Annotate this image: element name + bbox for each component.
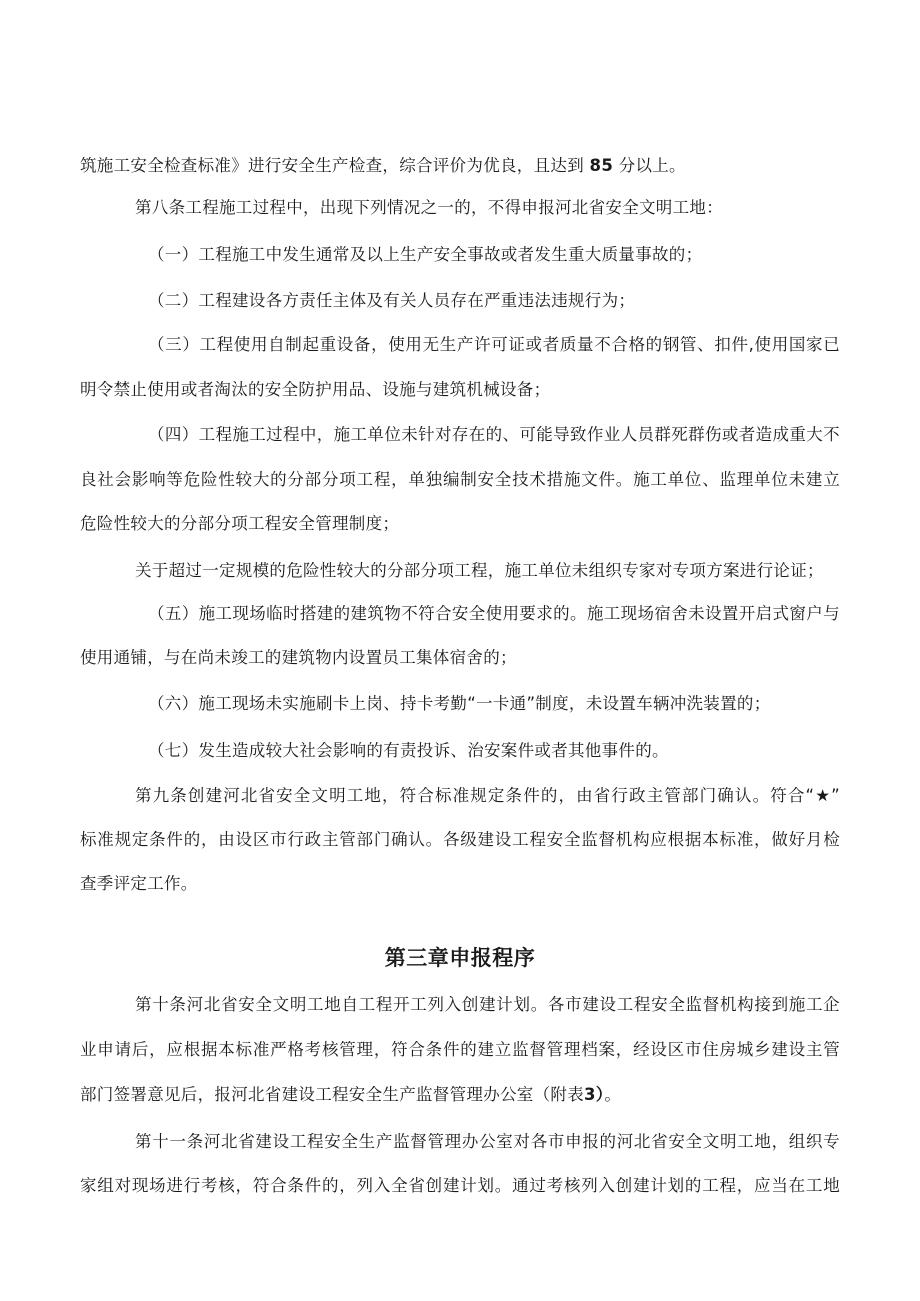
text-span: 分以上。 <box>618 156 686 175</box>
list-item-2: （二）工程建设各方责任主体及有关人员存在严重违法违规行为； <box>148 291 636 310</box>
list-item-7: （七）发生造成较大社会影响的有责投诉、治安案件或者其他事件的。 <box>148 741 669 760</box>
list-item-1: （一）工程施工中发生通常及以上生产安全事故或者发生重大质量事故的； <box>148 245 703 264</box>
article-11-line2: 家组对现场进行考核，符合条件的，列入全省创建计划。通过考核列入创建计划的工程，应当在工地 <box>80 1176 840 1195</box>
article-9-line1: 第九条创建河北省安全文明工地，符合标准规定条件的，由省行政主管部门确认。符合“★” <box>135 786 840 805</box>
list-item-4-line1: （四）工程施工过程中，施工单位未针对存在的、可能导致作业人员群死群伤或者造成重大不 <box>148 425 840 444</box>
paragraph-line: 关于超过一定规模的危险性较大的分部分项工程，施工单位未组织专家对专项方案进行论证； <box>135 561 824 580</box>
list-item-4-line3: 危险性较大的分部分项工程安全管理制度； <box>80 514 400 533</box>
article-11-line1: 第十一条河北省建设工程安全生产监督管理办公室对各市申报的河北省安全文明工地，组织专 <box>135 1132 840 1151</box>
text-span: 筑施工安全检查标准》进行安全生产检查，综合评价为优良，且达到 <box>80 156 584 175</box>
list-item-6: （六）施工现场未实施刷卡上岗、持卡考勤“一卡通”制度，未设置车辆冲洗装置的； <box>148 694 771 713</box>
article-8-heading: 第八条工程施工过程中，出现下列情况之一的，不得申报河北省安全文明工地： <box>135 198 723 217</box>
article-10-line3 <box>80 1085 621 1105</box>
list-item-3-line1: （三）工程使用自制起重设备，使用无生产许可证或者质量不合格的钢管、扣件,使用国家已 <box>148 335 840 354</box>
article-10-line1: 第十条河北省安全文明工地自工程开工列入创建计划。各市建设工程安全监督机构接到施工企 <box>135 995 840 1014</box>
list-item-4-line2: 良社会影响等危险性较大的分部分项工程，单独编制安全技术措施文件。施工单位、监理单位未建立 <box>80 470 840 489</box>
score-number: 85 <box>589 156 614 175</box>
text-span: 部门签署意见后，报河北省建设工程安全生产监督管理办公室（附表 <box>80 1085 584 1104</box>
list-item-3-line2: 明令禁止使用或者淘汰的安全防护用品、设施与建筑机械设备； <box>80 380 551 399</box>
article-9-line3: 查季评定工作。 <box>80 874 198 893</box>
text-span: 。 <box>604 1085 622 1104</box>
chapter-title: 第三章申报程序 <box>384 946 536 970</box>
list-item-5-line1: （五）施工现场临时搭建的建筑物不符合安全使用要求的。施工现场宿舍未设置开启式窗户与 <box>148 604 840 623</box>
article-9-line2: 标准规定条件的，由设区市行政主管部门确认。各级建设工程安全监督机构应根据本标准，做好月检 <box>80 830 840 849</box>
appendix-number: 3） <box>584 1085 605 1104</box>
article-10-line2: 业申请后，应根据本标准严格考核管理，符合条件的建立监督管理档案，经设区市住房城乡建设主管 <box>80 1040 840 1059</box>
list-item-5-line2: 使用通铺，与在尚未竣工的建筑物内设置员工集体宿舍的； <box>80 648 517 667</box>
paragraph-line <box>80 156 686 176</box>
